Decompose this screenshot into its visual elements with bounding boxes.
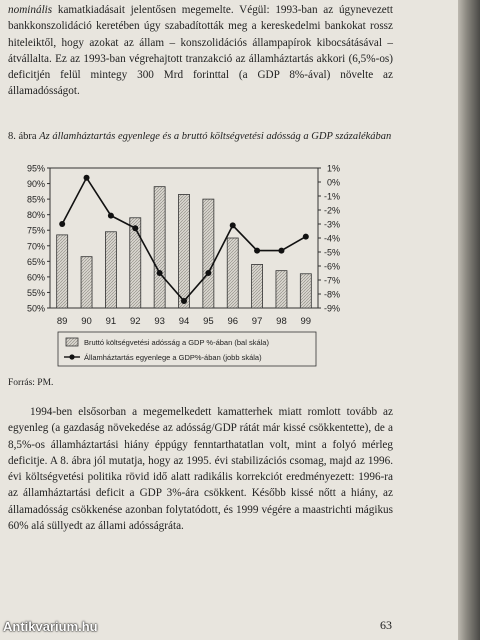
balance-point xyxy=(230,222,236,228)
left-tick-label: 95% xyxy=(26,163,45,174)
balance-point xyxy=(132,225,138,231)
x-tick-label: 91 xyxy=(105,316,117,327)
figure-caption xyxy=(8,130,393,144)
balance-point xyxy=(108,213,114,219)
left-tick-label: 70% xyxy=(26,241,45,252)
figure-number: 8. ábra xyxy=(8,131,40,142)
right-tick-label: -8% xyxy=(323,289,340,300)
left-tick-label: 60% xyxy=(26,272,45,283)
x-tick-label: 93 xyxy=(154,316,165,327)
left-tick-label: 85% xyxy=(26,194,45,205)
x-tick-label: 95 xyxy=(203,316,214,327)
right-tick-label: -1% xyxy=(323,191,340,202)
source-note: Forrás: PM. xyxy=(8,378,54,388)
combo-chart xyxy=(0,160,400,375)
legend-line-label: Államháztartás egyenlege a GDP%-ában (jobb skála) xyxy=(84,353,262,362)
debt-bar xyxy=(81,257,92,308)
chart-container xyxy=(0,160,400,380)
balance-point xyxy=(205,270,211,276)
x-tick-label: 89 xyxy=(56,316,68,327)
x-tick-label: 96 xyxy=(227,316,239,327)
right-tick-label: -7% xyxy=(323,275,340,286)
balance-point xyxy=(157,270,163,276)
left-tick-label: 65% xyxy=(26,256,45,267)
debt-bar xyxy=(203,199,214,308)
left-tick-label: 90% xyxy=(26,179,45,190)
right-tick-label: -2% xyxy=(323,205,340,216)
balance-point xyxy=(303,234,309,240)
paragraph-intro xyxy=(8,2,393,100)
legend-bar-label: Bruttó költségvetési adósság a GDP %-ában (bal skála) xyxy=(84,338,269,347)
left-tick-label: 75% xyxy=(26,225,45,236)
paragraph-intro-text: kamatkiadásait jelentősen megemelte. Végül: 1993-ban az úgynevezett bankkonszolidáció keretében úgy szabadították meg a kereskedelmi bankokat rossz hiteleiktől, hogy azokat az állam – konszolidációs állampapírok kibocsátásával – átvállalta. Ez az 1993-ban végrehajtott tranzakció az államháztartás akkori (6,5%-os) deficitjén felül mintegy 300 Mrd forinttal (a GDP 8%-ával) növelte az államadósságot. xyxy=(8,4,393,98)
balance-point xyxy=(278,248,284,254)
legend-line-marker xyxy=(69,354,74,359)
debt-bar xyxy=(227,238,238,308)
debt-bar xyxy=(252,264,263,308)
right-tick-label: -3% xyxy=(323,219,340,230)
x-tick-label: 94 xyxy=(178,316,190,327)
debt-bar xyxy=(154,187,165,308)
left-tick-label: 80% xyxy=(26,210,45,221)
right-tick-label: 1% xyxy=(326,163,340,174)
italic-word: nominális xyxy=(8,4,53,16)
x-tick-label: 92 xyxy=(129,316,141,327)
paragraph-main-text: 1994-ben elsősorban a megemelkedett kamatterhek miatt romlott tovább az egyenleg (a gazdaság növekedése az adósság/GDP rátát már kissé csökkentette), de a 8,5%-os államháztartási hiány éppúgy fenntarthatatlan volt, mint a folyó mérleg deficitje. A 8. ábra jól mutatja, hogy az 1995. évi stabilizációs csomag, majd az 1996. évi költségvetési politika rövid idő alatt radikális korrekciót eredményezett: 1996-ra az államháztartási deficit a GDP 3%-ára csökkent. Később kissé nőtt a hiány, az államadósság csökkenése azonban folytatódott, és 1999 végére a maastrichti mágikus 60% alá süllyedt az állami adósságráta. xyxy=(8,406,393,533)
right-tick-label: 0% xyxy=(326,177,340,188)
watermark-logo: Antikvarium.hu xyxy=(3,619,98,634)
balance-point xyxy=(181,298,187,304)
page-number: 63 xyxy=(380,618,392,632)
debt-bar xyxy=(179,194,190,308)
balance-point xyxy=(59,221,65,227)
x-tick-label: 90 xyxy=(81,316,92,327)
debt-bar xyxy=(300,274,311,308)
left-tick-label: 50% xyxy=(26,303,45,314)
debt-bar xyxy=(130,218,141,308)
figure-title: Az államháztartás egyenlege és a bruttó költségvetési adósság a GDP százalékában xyxy=(39,131,392,142)
book-edge xyxy=(458,0,480,640)
right-tick-label: -9% xyxy=(323,303,340,314)
debt-bar xyxy=(105,232,116,308)
right-tick-label: -4% xyxy=(323,233,340,244)
x-tick-label: 97 xyxy=(251,316,263,327)
paragraph-main xyxy=(8,404,393,534)
balance-point xyxy=(254,248,260,254)
x-tick-label: 99 xyxy=(300,316,312,327)
balance-point xyxy=(84,175,90,181)
legend-bar-swatch xyxy=(66,338,78,346)
right-tick-label: -5% xyxy=(323,247,340,258)
debt-bar xyxy=(57,235,68,308)
left-tick-label: 55% xyxy=(26,287,45,298)
x-tick-label: 98 xyxy=(276,316,287,327)
right-tick-label: -6% xyxy=(323,261,340,272)
debt-bar xyxy=(276,271,287,308)
